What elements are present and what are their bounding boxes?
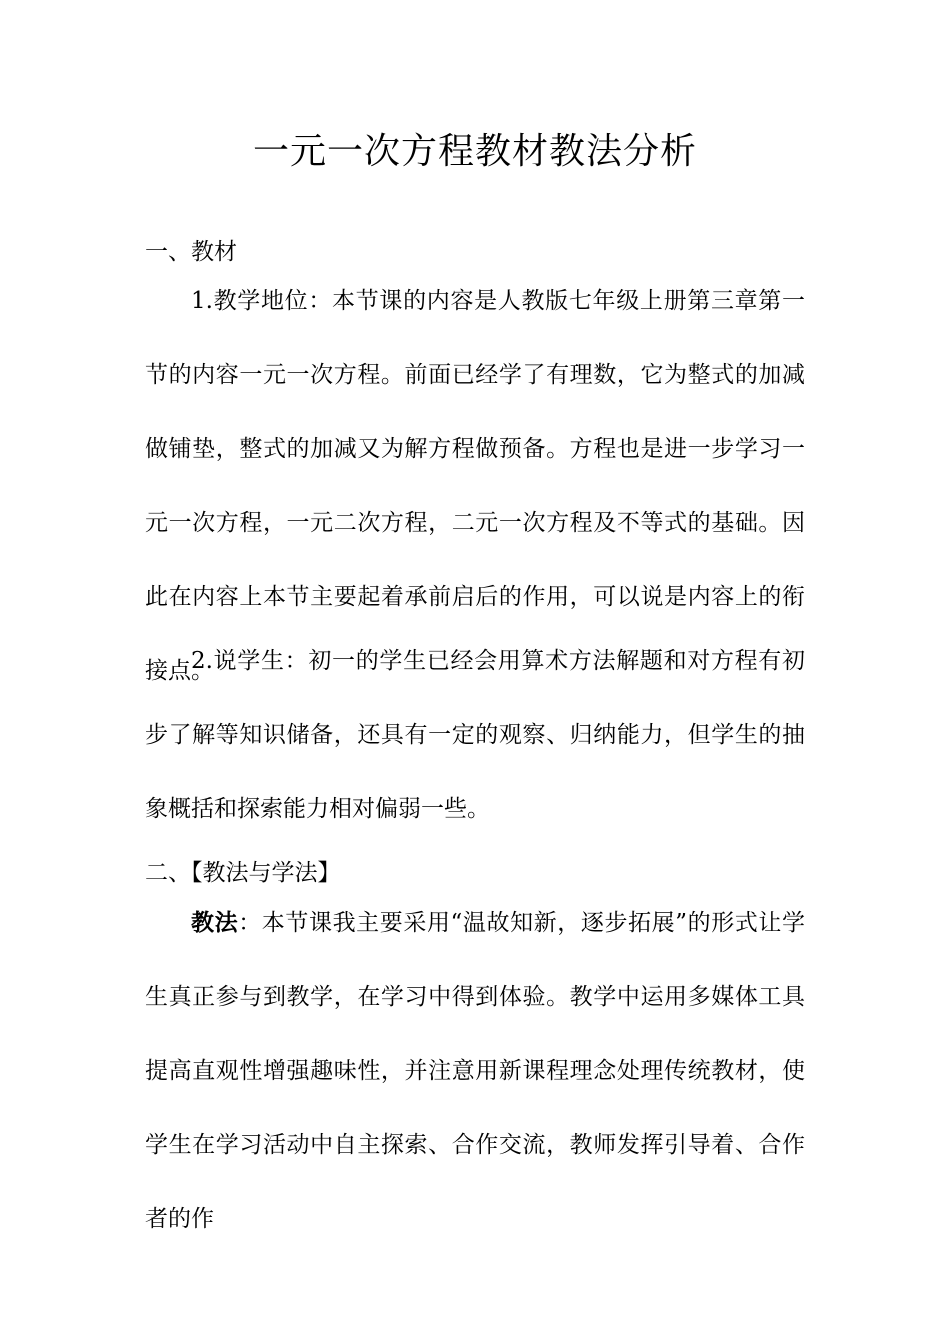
- paragraph-teaching-method: [145, 886, 805, 1256]
- paragraph-about-students: 2.说学生：初一的学生已经会用算术方法解题和对方程有初步了解等知识储备，还具有一定的观察、归纳能力，但学生的抽象概括和探索能力相对偏弱一些。: [145, 648, 805, 822]
- section-heading-materials: 一、教材: [145, 239, 237, 265]
- teaching-method-text: ：本节课我主要采用“温故知新，逐步拓展”的形式让学生真正参与到教学，在学习中得到体验。教学中运用多媒体工具提高直观性增强趣味性，并注意用新课程理念处理传统教材，使学生在学习活动中自主探索、合作交流，教师发挥引导着、合作者的作: [145, 910, 805, 1232]
- paragraph-teaching-position: 1.教学地位：本节课的内容是人教版七年级上册第三章第一节的内容一元一次方程。前面已经学了有理数，它为整式的加减做铺垫，整式的加减又为解方程做预备。方程也是进一步学习一元一次方程，一元二次方程，二元一次方程及不等式的基础。因此在内容上本节主要起着承前启后的作用，可以说是内容上的衔接点。: [145, 288, 805, 684]
- document-title: 一元一次方程教材教法分析: [252, 131, 697, 172]
- teaching-method-label: 教法: [191, 909, 239, 936]
- section-heading-methods: 二、【教法与学法】: [145, 860, 341, 886]
